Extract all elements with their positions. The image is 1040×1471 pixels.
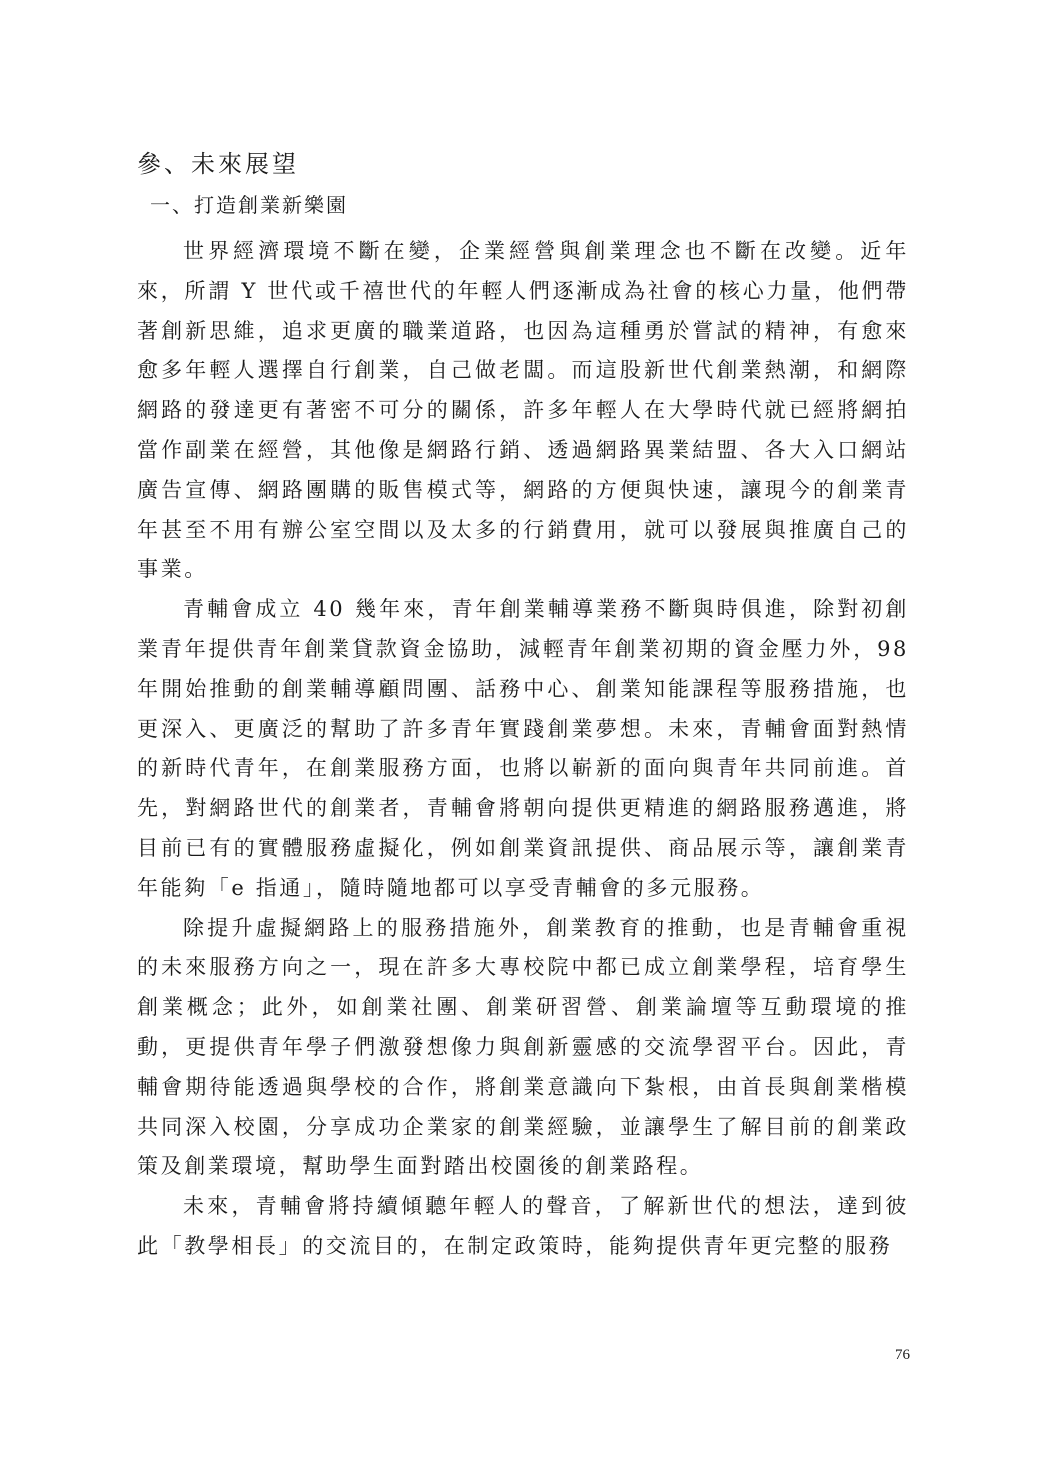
section-subheading: 一、打造創業新樂園: [150, 193, 348, 217]
body-text: [137, 232, 909, 1267]
section-heading: 參、未來展望: [137, 150, 299, 178]
paragraph: 世界經濟環境不斷在變，企業經營與創業理念也不斷在改變。近年來，所謂 Y 世代或千禧世代的年輕人們逐漸成為社會的核心力量，他們帶著創新思維，追求更廣的職業道路，也因為這種勇於嘗試的精神，有愈來愈多年輕人選擇自行創業，自己做老闆。而這股新世代創業熱潮，和網際網路的發達更有著密不可分的關係，許多年輕人在大學時代就已經將網拍當作副業在經營，其他像是網路行銷、透過網路異業結盟、各大入口網站廣告宣傳、網路團購的販售模式等，網路的方便與快速，讓現今的創業青年甚至不用有辦公室空間以及太多的行銷費用，就可以發展與推廣自己的事業。: [137, 239, 909, 582]
paragraph: 青輔會成立 40 幾年來，青年創業輔導業務不斷與時俱進，除對初創業青年提供青年創業貸款資金協助，減輕青年創業初期的資金壓力外，98 年開始推動的創業輔導顧問團、話務中心、創業知能課程等服務措施，也更深入、更廣泛的幫助了許多青年實踐創業夢想。未來，青輔會面對熱情的新時代青年，在創業服務方面，也將以嶄新的面向與青年共同前進。首先，對網路世代的創業者，青輔會將朝向提供更精進的網路服務邁進，將目前已有的實體服務虛擬化，例如創業資訊提供、商品展示等，讓創業青年能夠「e 指通」，隨時隨地都可以享受青輔會的多元服務。: [137, 597, 909, 900]
paragraph: 未來，青輔會將持續傾聽年輕人的聲音，了解新世代的想法，達到彼此「教學相長」的交流目的，在制定政策時，能夠提供青年更完整的服務: [137, 1194, 909, 1258]
page-number: 76: [895, 1347, 910, 1363]
paragraph: 除提升虛擬網路上的服務措施外，創業教育的推動，也是青輔會重視的未來服務方向之一，現在許多大專校院中都已成立創業學程，培育學生創業概念；此外，如創業社團、創業研習營、創業論壇等互動環境的推動，更提供青年學子們激發想像力與創新靈感的交流學習平台。因此，青輔會期待能透過與學校的合作，將創業意識向下紮根，由首長與創業楷模共同深入校園，分享成功企業家的創業經驗，並讓學生了解目前的創業政策及創業環境，幫助學生面對踏出校園後的創業路程。: [137, 915, 909, 1179]
